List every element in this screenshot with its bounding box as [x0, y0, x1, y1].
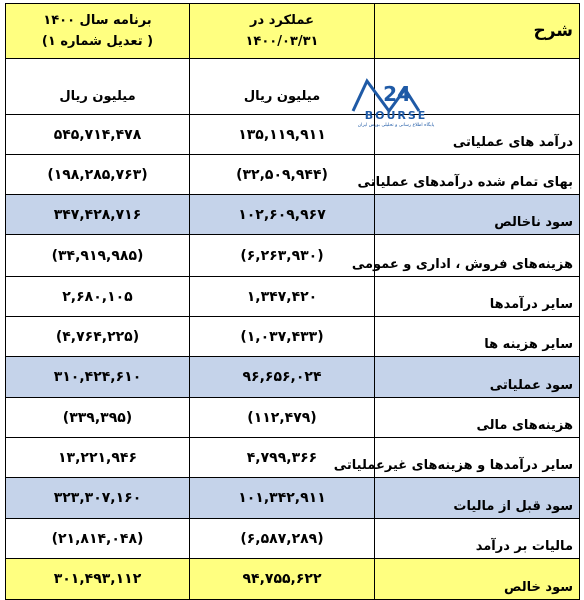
actual-value: ۹۶,۶۵۶,۰۲۴ [190, 357, 375, 398]
actual-value: ۱۰۲,۶۰۹,۹۶۷ [190, 195, 375, 235]
actual-column-header [190, 4, 375, 59]
units-row [6, 59, 580, 115]
table-row [6, 357, 580, 398]
header-row [6, 4, 580, 59]
row-label: سود ناخالص [375, 195, 580, 235]
plan-value: ۱۳,۲۲۱,۹۴۶ [6, 438, 190, 478]
financial-table-container [5, 3, 579, 595]
table-row [6, 235, 580, 277]
table-row [6, 195, 580, 235]
financial-performance-table [5, 3, 580, 600]
plan-value: (۲۱,۸۱۴,۰۴۸) [6, 519, 190, 559]
bourse24-logo [345, 75, 447, 127]
bourse24-logo-graphic [345, 75, 447, 127]
actual-value: (۶,۲۶۳,۹۳۰) [190, 235, 375, 277]
table-row [6, 277, 580, 317]
row-label: سود قبل از مالیات [375, 478, 580, 519]
actual-value: ۹۴,۷۵۵,۶۲۲ [190, 559, 375, 600]
actual-value: ۱۰۱,۳۴۲,۹۱۱ [190, 478, 375, 519]
row-label: سود خالص [375, 559, 580, 600]
plan-value: (۱۹۸,۲۸۵,۷۶۳) [6, 155, 190, 195]
logo-number: 24 [383, 82, 411, 106]
actual-value: (۱۱۲,۴۷۹) [190, 398, 375, 438]
actual-value: ۱۳۵,۱۱۹,۹۱۱ [190, 115, 375, 155]
actual-unit: میلیون ریال [190, 59, 375, 115]
actual-value: (۳۲,۵۰۹,۹۴۴) [190, 155, 375, 195]
plan-value: ۵۴۵,۷۱۴,۴۷۸ [6, 115, 190, 155]
table-row [6, 478, 580, 519]
table-row [6, 559, 580, 600]
plan-column-header [6, 4, 190, 59]
row-label: درآمد های عملیاتی [375, 115, 580, 155]
table-row [6, 438, 580, 478]
row-label: بهای تمام شده درآمدهای عملیاتی [375, 155, 580, 195]
row-label: سود عملیاتی [375, 357, 580, 398]
row-label: سایر درآمدها و هزینه‌های غیرعملیاتی [375, 438, 580, 478]
plan-value: ۳۲۳,۳۰۷,۱۶۰ [6, 478, 190, 519]
table-row [6, 115, 580, 155]
actual-value: (۱,۰۳۷,۴۳۳) [190, 317, 375, 357]
plan-value: ۳۰۱,۴۹۳,۱۱۲ [6, 559, 190, 600]
plan-value: ۳۱۰,۴۲۴,۶۱۰ [6, 357, 190, 398]
table-row [6, 317, 580, 357]
row-label: سایر هزینه ها [375, 317, 580, 357]
description-header: شرح [375, 4, 580, 59]
plan-header-line1: برنامه سال ۱۴۰۰ [43, 13, 152, 28]
actual-value: ۱,۳۴۷,۴۲۰ [190, 277, 375, 317]
actual-header-line1: عملکرد در [250, 13, 314, 28]
plan-value: (۴,۷۶۴,۲۲۵) [6, 317, 190, 357]
plan-value: (۳۳۹,۳۹۵) [6, 398, 190, 438]
row-label: هزینه‌های فروش ، اداری و عمومی [375, 235, 580, 277]
plan-value: ۳۴۷,۴۲۸,۷۱۶ [6, 195, 190, 235]
logo-wordmark: BOURSE [364, 109, 428, 122]
plan-header-line2: ( تعدیل شماره ۱) [41, 34, 154, 49]
plan-value: ۲,۶۸۰,۱۰۵ [6, 277, 190, 317]
table-row [6, 519, 580, 559]
actual-value: (۶,۵۸۷,۲۸۹) [190, 519, 375, 559]
plan-value: (۳۴,۹۱۹,۹۸۵) [6, 235, 190, 277]
row-label: مالیات بر درآمد [375, 519, 580, 559]
table-row [6, 398, 580, 438]
logo-tagline: پایگاه اطلاع رسانی و تحلیلی بورس ایران [357, 123, 435, 128]
table-row [6, 155, 580, 195]
actual-value: ۴,۷۹۹,۳۶۶ [190, 438, 375, 478]
row-label: سایر درآمدها [375, 277, 580, 317]
row-label: هزینه‌های مالی [375, 398, 580, 438]
actual-header-line2: ۱۴۰۰/۰۳/۳۱ [245, 34, 319, 49]
plan-unit: میلیون ریال [6, 59, 190, 115]
